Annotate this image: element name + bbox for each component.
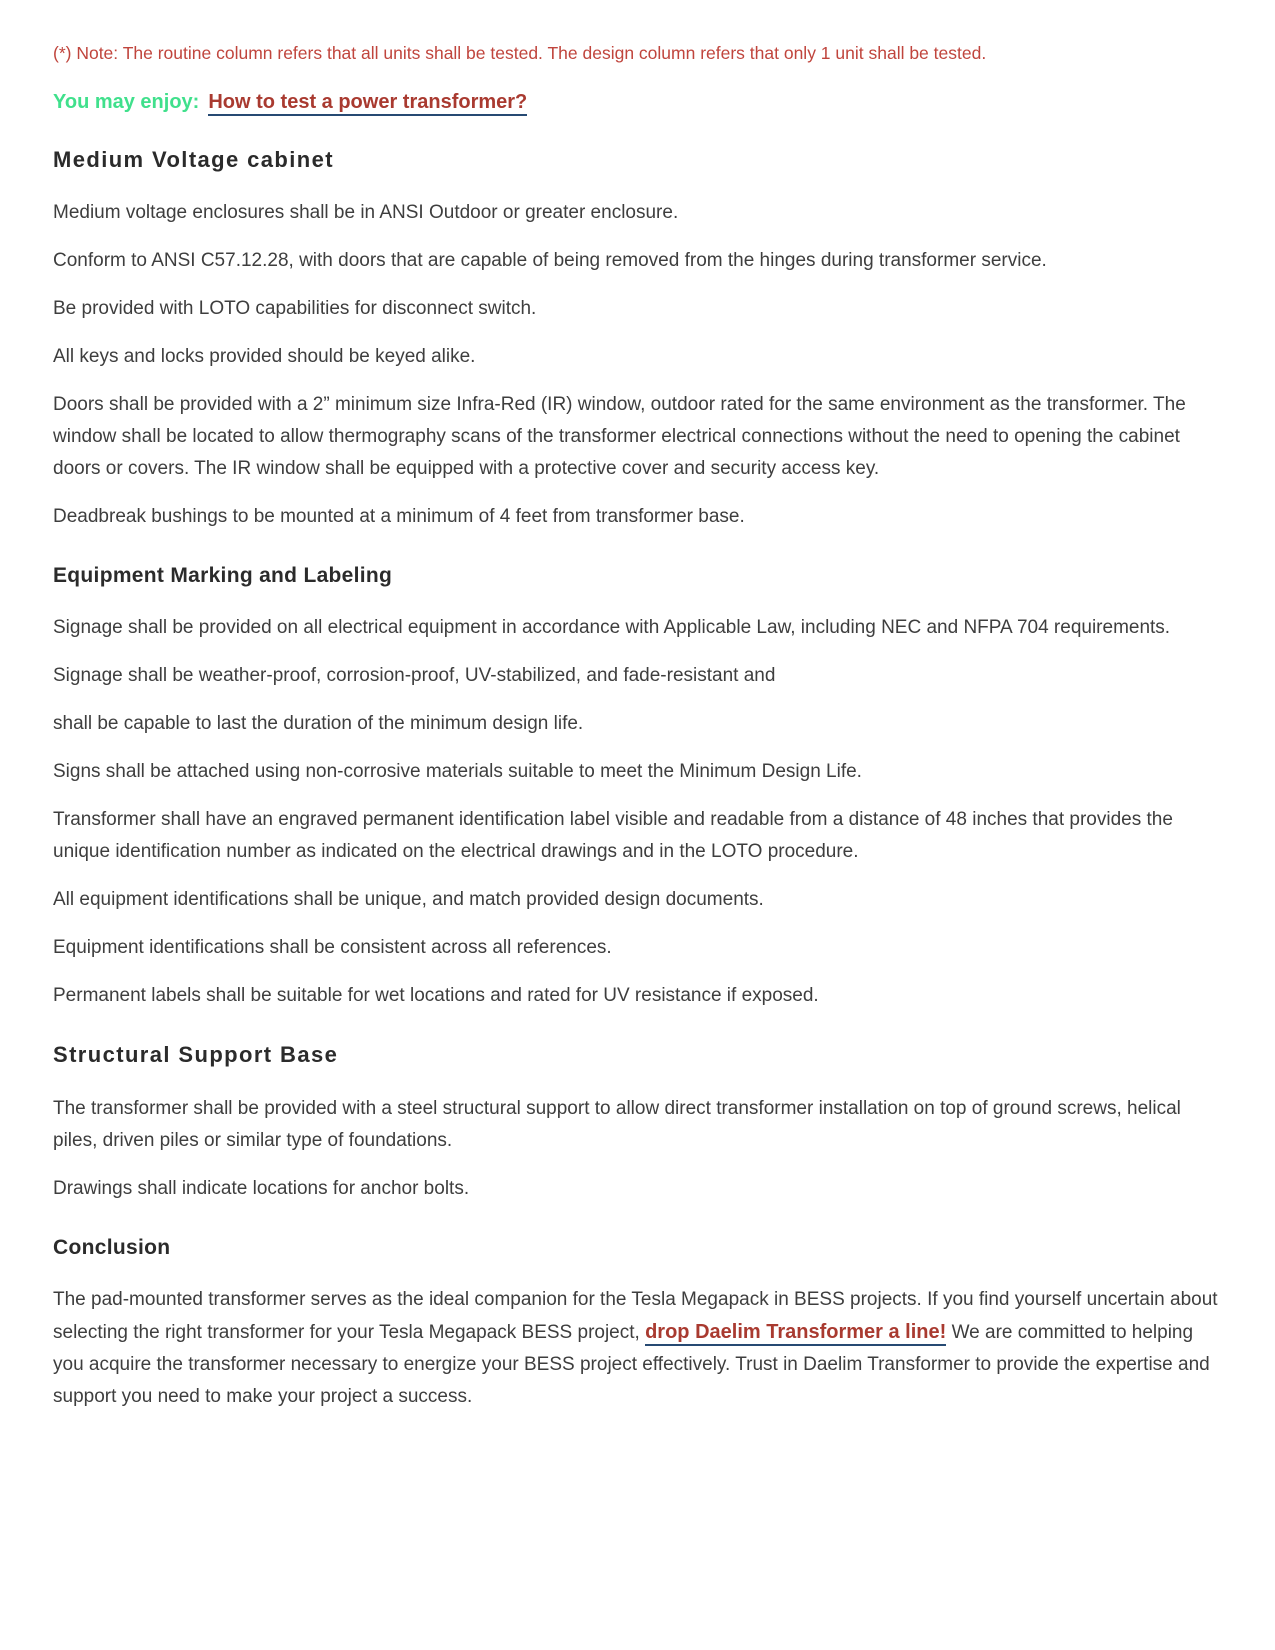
note-text: (*) Note: The routine column refers that all units shall be tested. The design column refers that only 1 unit shall be tested. [53, 43, 987, 63]
conclusion-text-before-link: The pad-mounted transformer serves as the ideal companion for the Tesla Megapack in BESS projects. If you find yourself uncertain about selecting the right transformer for your Tesla Megapack BESS project, [53, 1288, 1218, 1343]
paragraph: All keys and locks provided should be keyed alike. [53, 346, 476, 368]
paragraph: Medium voltage enclosures shall be in ANSI Outdoor or greater enclosure. [53, 202, 679, 224]
promo-link[interactable]: How to test a power transformer? [208, 91, 527, 116]
paragraph: Transformer shall have an engraved permanent identification label visible and readable from a distance of 48 inches that provides the unique identification number as indicated on the electrical drawings and in the LOTO procedure. [53, 809, 1173, 863]
paragraph: Be provided with LOTO capabilities for disconnect switch. [53, 298, 537, 320]
section-heading-equipment-marking-and-labeling: Equipment Marking and Labeling [53, 564, 393, 588]
paragraph: Signage shall be weather-proof, corrosion-proof, UV-stabilized, and fade-resistant and [53, 665, 776, 687]
paragraph: Conform to ANSI C57.12.28, with doors that are capable of being removed from the hinges during transformer service. [53, 250, 1047, 272]
daelim-contact-link[interactable]: drop Daelim Transformer a line! [645, 1321, 946, 1346]
section-heading-conclusion: Conclusion [53, 1235, 171, 1259]
promo-prefix-label: You may enjoy: [53, 90, 200, 113]
paragraph: All equipment identifications shall be unique, and match provided design documents. [53, 889, 764, 911]
paragraph: The transformer shall be provided with a steel structural support to allow direct transformer installation on top of ground screws, helical piles, driven piles or similar type of foundations. [53, 1097, 1181, 1151]
paragraph: Equipment identifications shall be consistent across all references. [53, 937, 612, 959]
promo-line [53, 89, 1223, 115]
conclusion-text-after-link: We are committed to helping you acquire the transformer necessary to energize your BESS project effectively. Trust in Daelim Transformer to provide the expertise and support you need to make your project a success. [53, 1321, 1210, 1407]
paragraph: Deadbreak bushings to be mounted at a minimum of 4 feet from transformer base. [53, 506, 745, 528]
section-heading-structural-support-base: Structural Support Base [53, 1042, 339, 1068]
paragraph: Permanent labels shall be suitable for wet locations and rated for UV resistance if exposed. [53, 985, 819, 1007]
paragraph: Drawings shall indicate locations for anchor bolts. [53, 1177, 470, 1199]
conclusion-paragraph [53, 1284, 1223, 1413]
paragraph: Doors shall be provided with a 2” minimum size Infra-Red (IR) window, outdoor rated for the same environment as the transformer. The window shall be located to allow thermography scans of the transformer electrical connections without the need to opening the cabinet doors or covers. The IR window shall be equipped with a protective cover and security access key. [53, 394, 1186, 480]
paragraph: Signs shall be attached using non-corrosive materials suitable to meet the Minimum Design Life. [53, 761, 862, 783]
paragraph: Signage shall be provided on all electrical equipment in accordance with Applicable Law, including NEC and NFPA 704 requirements. [53, 617, 1171, 639]
paragraph: shall be capable to last the duration of the minimum design life. [53, 713, 584, 735]
section-heading-medium-voltage-cabinet: Medium Voltage cabinet [53, 146, 334, 172]
